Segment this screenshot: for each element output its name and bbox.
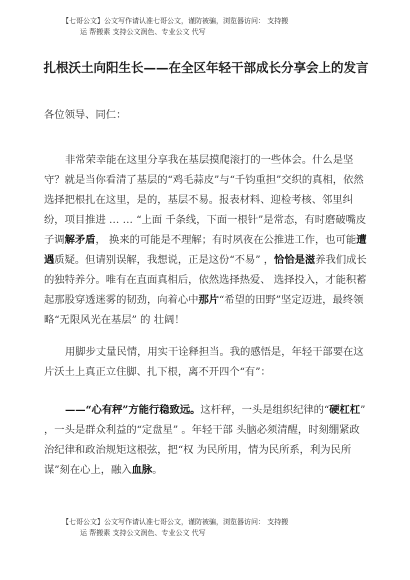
paragraph-3-run: ” ，一头是群众利益的“定盘星” 。年轻干部 头脑必须清醒，时刻绷紧政治纪律和政治规矩这根弦，把“权 为民所用，情为民所系，利为民所谋”刻在心上，融入: [44, 404, 366, 476]
document-title: 扎根沃土向阳生长——在全区年轻干部成长分享会上的发言: [43, 60, 369, 75]
page-footer: [62, 517, 362, 539]
header-line-1: 【七哥公文】公文写作请认准七哥公文，谨防被骗，浏览器访问： 支持搬: [62, 17, 289, 25]
paragraph-3-run: 硬杠杠: [329, 404, 361, 416]
paragraph-1-run: 解矛盾: [64, 234, 96, 246]
paragraph-1-run: 质疑。但请别误解，我想说，正是这份“不易” ，: [54, 254, 275, 266]
paragraph-1-run: 恰恰是滋: [274, 254, 316, 266]
paragraph-1-run: ， 换来的可能是不理解；有时夙夜在公推进工作，也可能: [95, 234, 357, 246]
page-header: [62, 16, 362, 38]
paragraph-1-run: 那片: [198, 294, 220, 306]
footer-line-2: 运 帮搬素 支持公文润色、专业公文 代写: [80, 529, 206, 537]
paragraph-3: [44, 400, 369, 480]
paragraph-3-run: 这杆秤，一头是组织纪律的“: [200, 404, 330, 416]
paragraph-2: 用脚步丈量民情，用实干诠释担当。我的感悟是，年轻干部要在这片沃土上真正立住脚、扎下根，离不开四个“有”：: [44, 346, 364, 378]
paragraph-3-run: 。: [152, 464, 163, 476]
paragraph-3-run: ——“心有秤”方能行稳致远。: [65, 404, 201, 416]
paragraph-1-run: 养我们成长的独特养分。唯有在直面真相后，依然选择热爱、 选择投入，才能积蓄起那股穿透迷雾的韧劲，向着心中: [44, 254, 367, 306]
paragraph-1-run: 非常荣幸能在这里分享我在基层摸爬滚打的一些体会。什么是坚守？就是当你看清了基层的“鸡毛蒜皮”与“千钧重担”交织的真相，依然选择把根扎在这里，是的，基层不易。报表材料、迎检考核、邻里纠纷，项目推进 … … “上面 千条线，下面一根针”是常态，有时磨破嘴皮子调: [44, 154, 367, 246]
header-line-2: 运 帮搬素 支持公文润色、专业公文 代写: [80, 28, 206, 36]
paragraph-1-run: 遭遇: [44, 234, 367, 266]
paragraph-3-run: 血脉: [131, 464, 153, 476]
paragraph-1: [44, 150, 369, 330]
paragraph-1-run: “希望的田野”坚定迈进，最终领略“无限风光在基层” 的 壮阔！: [44, 294, 364, 326]
salutation: 各位领导、同仁：: [44, 109, 127, 121]
footer-line-1: 【七哥公文】公文写作请认准七哥公文，谨防被骗，浏览器访问： 支持搬: [62, 518, 289, 526]
